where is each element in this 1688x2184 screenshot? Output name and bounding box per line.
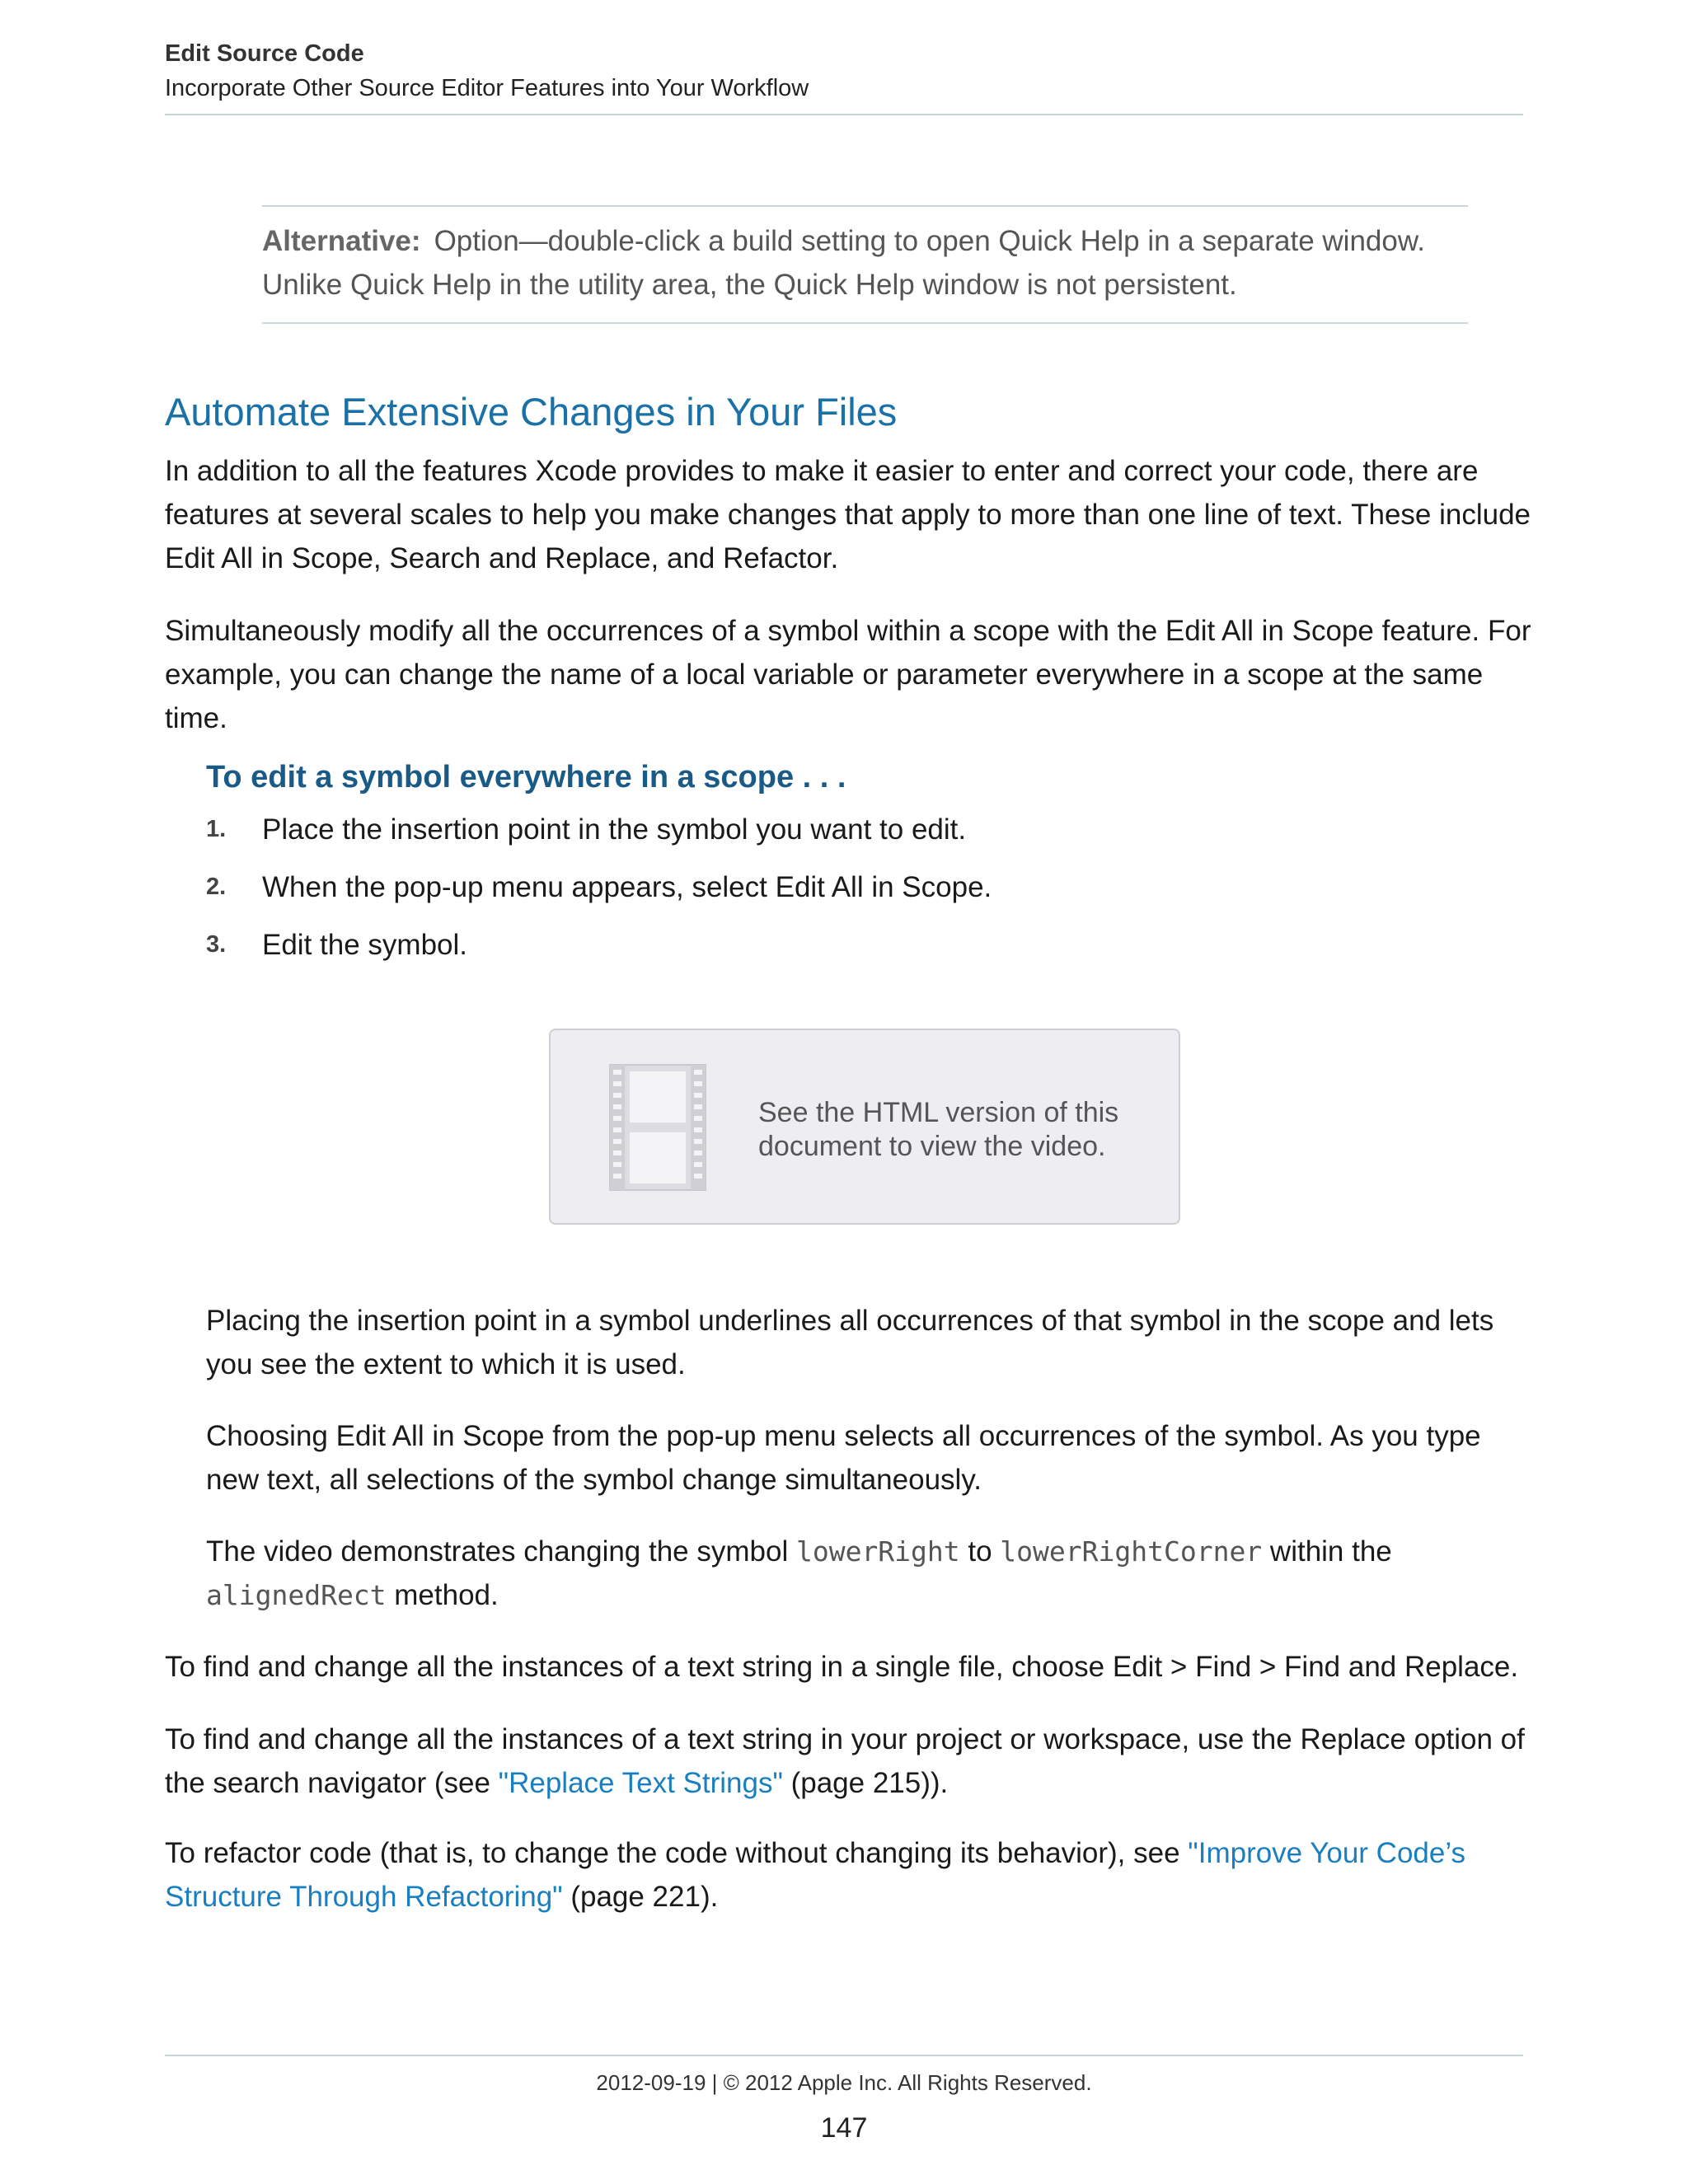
- explain-paragraph-2: Choosing Edit All in Scope from the pop-up menu selects all occurrences of the symbol. As you type new text, all selections of the symbol change simultaneously.: [206, 1420, 1481, 1496]
- text-run: To refactor code (that is, to change the code without changing its behavior), see: [165, 1837, 1189, 1869]
- text-run: within the: [1262, 1535, 1392, 1568]
- step-number: 2.: [206, 874, 227, 900]
- text-run: to: [959, 1535, 1001, 1568]
- video-message-line-2: document to view the video.: [758, 1131, 1106, 1162]
- step-3: [206, 923, 1525, 967]
- alternative-note: [262, 219, 1482, 307]
- step-2: [206, 865, 1525, 909]
- explain-paragraph-1: Placing the insertion point in a symbol underlines all occurrences of that symbol in the scope and lets you see the extent to which it is used.: [206, 1305, 1494, 1380]
- edit-all-paragraph: Simultaneously modify all the occurrences of a symbol within a scope with the Edit All in Scope feature. For example, you can change the name of a local variable or parameter everywhere in a scope at the same time.: [165, 615, 1531, 734]
- code-method: alignedRect: [206, 1579, 387, 1611]
- note-bottom-divider: [262, 322, 1468, 324]
- text-run: (page 215)).: [782, 1767, 949, 1799]
- step-number: 1.: [206, 816, 227, 842]
- intro-paragraph: In addition to all the features Xcode provides to make it easier to enter and correct your code, there are features at several scales to help you make changes that apply to more than one line of text. These include Edit All in Scope, Search and Replace, and Refactor.: [165, 455, 1531, 574]
- code-symbol: lowerRight: [795, 1535, 960, 1568]
- step-text: When the pop-up menu appears, select Edit All in Scope.: [262, 871, 992, 903]
- explain-paragraph-3: [206, 1530, 1533, 1617]
- video-placeholder[interactable]: [549, 1029, 1180, 1225]
- video-message: [758, 1096, 1154, 1164]
- copyright-footer: 2012-09-19 | © 2012 Apple Inc. All Rights Reserved.: [596, 2070, 1092, 2095]
- text-run: The video demonstrates changing the symbol: [206, 1535, 796, 1568]
- note-text: Option—double-click a build setting to open Quick Help in a separate window. Unlike Quick Help in the utility area, the Quick Help window is not persistent.: [262, 225, 1425, 301]
- page-number: 147: [820, 2112, 868, 2144]
- running-header: [165, 36, 1523, 105]
- chapter-title: Edit Source Code: [165, 40, 364, 67]
- find-project-paragraph: [165, 1718, 1533, 1805]
- find-single-file-paragraph: To find and change all the instances of a text string in a single file, choose Edit > Find > Find and Replace.: [165, 1651, 1519, 1683]
- text-run: (page 221).: [562, 1881, 719, 1913]
- code-symbol: lowerRightCorner: [1000, 1535, 1263, 1568]
- step-number: 3.: [206, 931, 227, 958]
- note-top-divider: [262, 205, 1468, 207]
- note-label: Alternative:: [262, 225, 421, 257]
- section-heading: Automate Extensive Changes in Your Files: [165, 390, 898, 434]
- refactoring-link[interactable]: "Improve Your Code’s Structure Through Refactoring": [165, 1837, 1466, 1913]
- task-heading: To edit a symbol everywhere in a scope . . .: [206, 760, 846, 794]
- section-title: Incorporate Other Source Editor Features into Your Workflow: [165, 75, 809, 101]
- text-run: method.: [386, 1579, 499, 1611]
- refactor-paragraph: [165, 1831, 1533, 1919]
- footer-divider: [165, 2055, 1523, 2056]
- replace-text-strings-link[interactable]: "Replace Text Strings": [498, 1767, 783, 1799]
- text-run: To find and change all the instances of a text string in your project or workspace, use the Replace option of the search navigator (see: [165, 1723, 1525, 1799]
- header-divider: [165, 114, 1523, 115]
- video-message-line-1: See the HTML version of this: [758, 1097, 1119, 1128]
- step-text: Place the insertion point in the symbol you want to edit.: [262, 813, 967, 846]
- step-1: [206, 808, 1525, 851]
- step-text: Edit the symbol.: [262, 929, 467, 961]
- film-icon: [608, 1063, 707, 1192]
